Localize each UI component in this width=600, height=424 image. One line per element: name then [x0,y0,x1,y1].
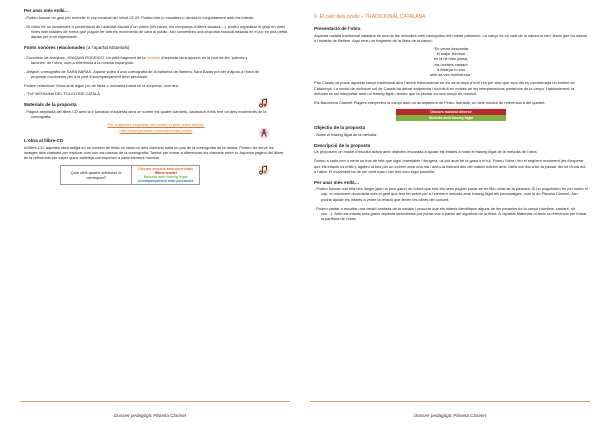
poem-line: en la nit més joiosa, [433,56,469,62]
poem-line: el major lluminar [436,51,466,57]
list-item: - “Tot” MOIXAINA DEL FOLKLORE CATALÀ [24,91,101,97]
objective-item: - Notar el fraseig lligat de la melodia. [314,131,378,137]
book-cd-text: Al llibre-CD, aquesta obra antiga en un context de festa on cada un dels clarinets balla un pas de la coreografia de la dansa. Podem fer servir les imatges dels clarinets per explicar com són els passos de la coreografia. També per tornar a diferenciar els clarinets entre si. Aquesta pàgina del llibret és la referència per saber quins balleteja corresponen a cada element musical. [24,145,284,161]
poem-line: a festejar-lo van [437,66,465,72]
music-note-icon [258,97,270,109]
sticker-question: Quin dels quatre adhesius hi correspon? [61,166,132,185]
list-item: - Si voleu fer un tancament o presentació de l’activitat davant d’un públic (els pares, els companys d’altres classes…), podeu organitzar el grup en dues línies intercalades de forma que puguin fer tots els moviments de cara al públic. Així convertireu una proposta musical basada en el joc en una petita dansa per a un espectacle. [24,23,288,39]
sources-extra-text: Podem relacionar l’obra amb algun joc de falda o moixaina basat en la sorpresa, com ara: [24,83,179,89]
sticker-options [132,166,200,185]
music-note-icon [258,164,270,176]
poem [314,46,588,78]
list-item: - Podeu buscar un gest per embellir el cop musical del minut 02.29. Podeu triar-lo vosaltres o decidir-lo conjuntament amb els infants. [24,14,255,20]
list-item: - Podeu buscar una tela ben llarga (que no pesi gaire) de forma que tots els nens puguin posar-se en fila i anar-se-la passant. Si ho poguéssim fer per sobre el cap, el moviment recordaria més el gest que fem fet servir per a l’element melodia amb fraseig lligat als personatges, com la de Planeta Clarinet. Així podria ajudar els infants a veure la relació que tenen les obres del concert. [314,186,588,202]
option-4: Acompanyament amb percussió [138,179,194,184]
source-item-aranjuez: - Concierto de Aranjuez, JOAQUIN RODRIGO. Un petit fragment de la melodia d’aquesta obra apareix en la part de les “palmes y tacones” de l’obra, com a referència a la música espanyola. [24,54,248,65]
book-cd-heading: L’obra al llibre-CD [24,138,64,144]
footer: Dossier pedagògic Planeta Clarinet [413,413,486,418]
footer: Dossier pedagògic Planeta Clarinet [113,413,186,418]
poem-line: amb sa veu melindrosa.” [429,72,473,78]
list-item: - Pàgina ampliada del llibre-CD amb la il·lustració d’aquesta obra on surten els quatre clarinets, cadascun d’ells fent un dels moviments de la coreografia. [24,108,267,120]
pau-casals-text: Pau Casals va posar aquesta cançó tradicional dins l’àmbit internacional en els seus anys d’exili i és per això que avui dia es considerada un símbol de Catalunya. La versió de violoncel sol de Casals ha deixat empremta i ha influït en moltes de les interpretacions posteriors de la cançó. Habitualment, la melodia es sol interpretar amb un fraseig lligat i tendre que fa pensar en una cançó de bressol. [314,80,575,96]
sticker-table [60,165,200,185]
more-heading-right: Per anar més enllà… [314,179,360,185]
video-tutorial-link[interactable]: Per a aquesta proposta, heu creat un petit vídeo tutorial. [107,122,205,128]
video-url-link[interactable]: http://www.youtube.com/ca/tutorials-online [119,128,193,134]
page-title: 9. El cant dels ocells – TRADICIONAL CATALANA [314,14,426,20]
option-1: Discurs musical amb diversitats [138,167,194,172]
poem-line: els ocellets cantant [434,61,468,67]
clarinet-players-text: Els Barcelona Clarinet Players interpreten la cançó amb un arranjament de Pedro Iturralde, un dels músics de referència a del quartet. [314,99,546,105]
dancer-icon [258,127,270,139]
footer-rule [20,401,290,402]
description-text: Us proposem un model d’escolta activa amb objectes encarada a ajudar els infants a notar el fraseig lligat de la melodia de l’obra. [314,149,538,155]
materials-heading: Materials de la proposta [24,102,77,108]
poem-line: “En veure despuntar [433,45,469,51]
right-page [300,0,600,424]
concept-bar-1: Discurs musical diverse [396,109,506,115]
presentation-heading: Presentació de l’obra [314,26,361,31]
option-3: Melodia amb fraseig lligat [143,175,188,180]
description-heading: Descripció de la proposta [314,142,371,148]
presentation-text: Aquesta nadala tradicional catalana és una de les melodies més conegudes del nostre patrimoni. La cançó és un cant de la natura al nen Jesús que ha nascut a l’estable de Betlem. Aquí teniu un fragment de la lletra de la cançó: [314,32,588,43]
objective-heading: Objectiu de la proposta [314,124,366,130]
more-heading-left: Per anar més enllà… [24,8,70,13]
footer-rule [310,401,590,402]
source-item-alegria: - Alegria, coreografia de SARA BARAS. Aquest vídeo d’una coreografia de la ballarina de flamenc Sara Baras pot ser d’ajuda a l’hora de proposar moviments per a la part d’acompanyament amb percussió. [24,68,259,80]
description-text-2: Doneu a cada nen o nena un tros de tela que siguí manejable i lleugera, us pot anar bé la gasa o el tul. Poseu l’obra i feu el següent moviment (és d’esperar que els infants us imitin): agafeu la tela per un extrem amb una mà i aneu-la estirant des del mateix extrem amb l’altra mà fins a fer-la passar del tot d’una mà a l’altra. El moviment ha de ser molt suau i tan lent com sigui possible. [314,158,586,174]
concept-bars [396,109,506,121]
list-item: - Podeu cantar o escoltar una versió cantada de la nadala i procurar que els infants identifiquin alguns de les paraules de la cançó (ocellets, cantant, nit, veu…). Amb els infants més grans aquesta descoberta pot portar-vos a parlar del significat de la lletra. A l’apartat Materials hi teniu la referència per trobar la partitura de l’obra. [314,205,587,221]
concept-bar-2: Melodia amb fraseig lligat [396,115,506,121]
option-2: Ritme ternari [154,171,177,176]
sources-heading: Fonts sonores relacionades (a l’apartat Materials) [24,45,130,51]
